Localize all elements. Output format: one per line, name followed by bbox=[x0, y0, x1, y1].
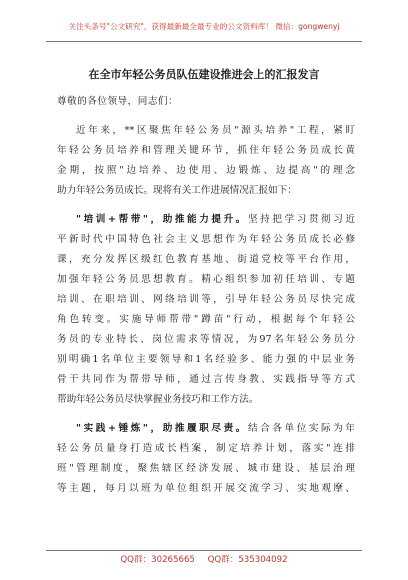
header-divider bbox=[46, 41, 362, 42]
salutation: 尊敬的各位领导，同志们： bbox=[57, 96, 179, 107]
paragraph-lead: "实践+锤炼"，助推履职尽责。 bbox=[76, 423, 248, 434]
footer-qq-group-2: QQ群：535304092 bbox=[207, 555, 288, 565]
lead-remainder: 结合各单位实际为年 bbox=[247, 423, 356, 434]
lead-remainder: 坚持把学习贯彻习近 bbox=[247, 214, 356, 225]
paragraph-training bbox=[57, 210, 355, 410]
text-line-with-lead bbox=[57, 419, 355, 439]
paragraph-lead: "培训+帮带"，助推能力提升。 bbox=[76, 214, 248, 225]
text-line: 等主题，每月以班为单位组织开展交流学习、实地观摩、 bbox=[57, 483, 355, 494]
text-line: 帮助年轻公务员尽快掌握业务技巧和工作方法。 bbox=[57, 394, 259, 405]
footer-divider bbox=[46, 550, 362, 551]
document-body bbox=[57, 92, 355, 499]
text-line: 务员的专业特长、岗位需求等情况，为97名年轻公务员分 bbox=[57, 334, 355, 345]
text-line: 培训、在职培训、网络培训等，引导年轻公务员尽快完成 bbox=[57, 294, 355, 305]
paragraph-practice bbox=[57, 419, 355, 499]
text-line: 近年来，**区聚焦年轻公务员"源头培养"工程，紧盯 bbox=[76, 125, 355, 136]
footer-contact bbox=[0, 553, 408, 565]
text-line: 年轻公务员培养和管理关键环节，抓住年轻公务员成长黄 bbox=[57, 145, 355, 156]
paragraph-intro bbox=[57, 121, 355, 201]
text-line: 角色转变。实施导师帮带"蹲苗"行动，根据每个年轻公 bbox=[57, 314, 355, 325]
text-line-with-lead bbox=[57, 210, 355, 230]
document-title: 在全市年轻公务员队伍建设推进会上的汇报发言 bbox=[88, 68, 320, 81]
text-line: 助力年轻公务员成长。现将有关工作进展情况汇报如下： bbox=[57, 185, 297, 196]
text-line: 班"管理制度，聚焦辖区经济发展、城市建设、基层治理 bbox=[57, 463, 355, 474]
text-line: 别明确1名单位主要领导和1名经验多、能力强的中层业务 bbox=[57, 354, 355, 365]
text-line: 轻公务员量身打造成长档案，制定培养计划，落实"连排 bbox=[57, 443, 355, 454]
footer-qq-group-1: QQ群：30265665 bbox=[120, 555, 195, 565]
text-line: 金期，按照"边培养、边使用、边锻炼、边提高"的理念 bbox=[57, 165, 355, 176]
text-line: 课，充分发挥区级红色教育基地、街道党校等平台作用， bbox=[57, 254, 355, 265]
text-line: 加强年轻公务员思想教育。精心组织参加初任培训、专题 bbox=[57, 274, 355, 285]
text-line: 骨干共同作为帮带导师，通过言传身教、实践指导等方式 bbox=[57, 374, 355, 385]
header-notice: 关注头条号"公文研究"，获得最新最全最专业的公文资料库！ 微信：gongwenyj bbox=[68, 22, 340, 31]
text-line: 平新时代中国特色社会主义思想作为年轻公务员成长必修 bbox=[57, 234, 355, 245]
